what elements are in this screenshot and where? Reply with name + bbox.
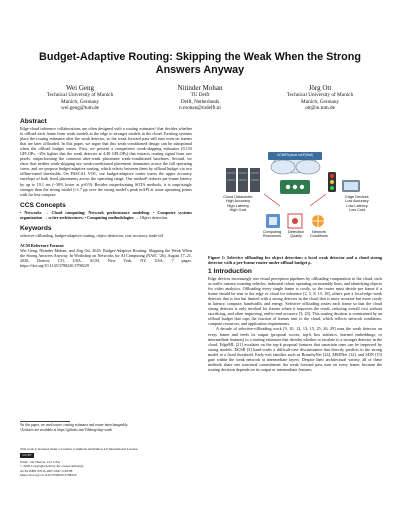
cpu-icon [266, 214, 280, 228]
author-block [20, 84, 140, 112]
author-location: Delft, Netherlands [180, 98, 220, 105]
figure-caption [208, 255, 382, 265]
keywords-text: selective offloading, budget-adaptive routing, object detection, cost-accuracy trade-off [20, 232, 164, 238]
figure-left-labels [208, 195, 268, 213]
figure-caption-label: Figure 1: [208, 255, 226, 260]
ccs-item: Computer systems organization → n-tier architectures [20, 209, 192, 220]
figure-bottom-label: Computing Resources [262, 230, 282, 239]
license-line: © 2026 Copyright held by the owner/author(s). [20, 464, 85, 469]
ccs-bullet: • [20, 209, 25, 215]
license-line: https://doi.org/10.1145/3798220.3798229 [20, 472, 77, 477]
author-location: Munich, Germany [60, 98, 100, 105]
intro-heading: 1 Introduction [208, 268, 252, 275]
figure-label: High Latency [226, 203, 250, 208]
ccs-item-rest: ; [148, 209, 153, 215]
figure-label: Low Latency [346, 203, 368, 208]
paper-title: Budget-Adaptive Routing: Skipping the Weak When the Strong Answers Anyway [39, 51, 361, 76]
ccs-item-rest: ; [82, 214, 85, 220]
keywords-heading: Keywords [20, 224, 52, 232]
author-affiliation: Technical University of Munich [46, 92, 114, 98]
author-email: n.mohan@tudelft.nl [179, 105, 221, 112]
detection-box-icon [288, 214, 302, 228]
figure-label: Cloud Datacenter [223, 195, 253, 199]
ccs-bullet: • [152, 209, 158, 215]
server-rack-icon [226, 168, 260, 192]
reference-format [20, 243, 192, 268]
ccs-bullet: • [84, 214, 88, 220]
arrow-right [310, 194, 326, 206]
author-block [140, 84, 260, 112]
ccs-item-rest: → Object detection. [133, 214, 168, 220]
author-email: wei.geng@tum.de [61, 105, 99, 112]
author-email: ott@in.tum.de [305, 105, 335, 112]
footnote-rule [20, 421, 70, 422]
author-name: Jörg Ott [308, 84, 332, 92]
author-name: Nitinder Mohan [177, 84, 223, 92]
ccs-list [20, 210, 192, 220]
left-column [20, 118, 192, 268]
abstract-text: Edge-cloud inference collaborations are often designed with a routing estimator¹ that decides whether to offload each frame from weak models at the edge to stronger models in the cloud. Existing systems place the routing estimator after the weak detector, so the weak forward pass still runs even on frames that are later offloaded. In this paper, we argue that this weak-conditioned design can be suboptimal when the offload budget varies. First, we present a competitive weak-skipping estimator (0.153 GFLOPs, ~29x lighter that the weak detector at 4.49 GFLOPs) that extracts routing signal from raw pixels, outperforming the common after-weak placement weak-conditioned baselines. Second, we show that neither weak-skipping nor weak-conditioned placement dominates across the full operating curve, and we propose budget-adaptive routing, which selects between them by offload budget via two offline-tuned thresholds. On PASCAL VOC, our budget-adaptive router traces the upper accuracy envelope of both fixed placements across the operating range. Our method² reduces per-frame latency by up to 19.1 ms (~30% lower at ρ≈0.9). Besides outperforming SOTA methods, it is surprisingly stronger than the strong model (+1.7 pp over the strong model’s peak mAP) at some operating points with far less compute. [20, 126, 192, 197]
figure-label: Low Accuracy [345, 199, 369, 204]
license-block [20, 447, 192, 477]
intro-paragraph: Edge devices increasingly run visual perception pipelines by offloading computation to the cloud, such as traffic camera counting vehicles, industrial robots operating on assembly lines, and identifying objects for video analytics. Offloading every single frame is costly, so the router must decide per frame if a frame should be sent to the edge or cloud for inference [2, 5, 8, 15, 18], others pair a local-edge weak detector that is fast but limited with a strong detector in the cloud that is more accurate but more costly in latency, compute, bandwidth, and energy. Selective offloading routes each frame so that the cloud strong detector is only invoked for frames where it improves the result, reducing overall cost without sacrificing, and often improving, end-to-end accuracy [3, 23]. This routing decision is constrained by an offload budget that caps the fraction of frames sent to the cloud, which reflects network conditions, compute resources, and application requirements. [208, 276, 382, 327]
router-icon [280, 180, 310, 194]
author-name: Wei Geng [65, 84, 94, 92]
right-column [208, 268, 382, 372]
footnote: ²Artifacts are available at https://github.com/Vibhorg/skip-weak [20, 427, 112, 432]
ccs-item: Networks → Cloud computing; Network performance modeling [24, 209, 149, 215]
ccs-item: Computing methodologies [87, 214, 134, 220]
license-line: ACM ISBN 979-8-4007-2647-5/26/08 [20, 468, 73, 473]
footnote: ¹In this paper, we used router, routing estimator and router interchangeably. [20, 423, 129, 427]
footnotes [20, 423, 192, 432]
network-icon [312, 215, 324, 227]
traffic-light-icon [328, 172, 336, 192]
edge-device-icon [342, 180, 360, 192]
reference-text: Wei Geng, Nitinder Mohan, and Jörg Ott. 2026. Budget-Adaptive Routing: Skipping the Weak When the Strong Answers Anyway. In Workshop on Networks for AI Computing (NAIC ’26), August 17–21, 2026, Denver, CO, USA. ACM, New York, NY, USA, 7 pages. https://doi.org/10.1145/3798220.3798229 [20, 247, 192, 268]
figure-top-label: ACM/Physical mAP(Stat) [277, 153, 313, 157]
figure-caption-text: Selective offloading for object detection: a local weak detector and a cloud strong detector with a per-frame router under offload budget ρ. [208, 255, 383, 266]
figure-right-labels [332, 195, 382, 213]
license-text: This work is licensed under a Creative Commons Attribution 4.0 International License. [20, 447, 139, 451]
figure-label: Low Cost [349, 208, 365, 213]
figure-bottom-label: Network Conditions [310, 230, 328, 239]
figure-label: High Cost [229, 208, 247, 213]
author-location: Munich, Germany [300, 98, 340, 105]
author-block [260, 84, 380, 112]
author-affiliation: Technical University of Munich [286, 92, 354, 98]
figure-bottom-label: Detection Quality [287, 230, 305, 239]
author-affiliation: TU Delft [190, 92, 210, 98]
figure-label: Edge Devices [345, 195, 369, 199]
ccs-heading: CCS Concepts [20, 201, 66, 209]
license-line: NAIC ’26, Denver, CO, USA [20, 460, 61, 465]
intro-paragraph: A decade of selective-offloading work [9, 10, 12, 13, 15, 25, 26, 29] runs the weak detector on every frame and feeds its output (proposal scores, top-k box statistics, learned embeddings, or intermediate features) to a routing estimator that decides whether to escalate to a stronger detector in the cloud. EdgeML [21] escalates on the top-k proposal features that uncertain ones can be improved by strong models. DCSB [3] hand-crafts a difficult-case discriminator that directly predicts to the strong model at a fixed threshold. Early-exit families such as BranchyNet [24], MSDNet [12], and SDN [15] gate within the weak network at intermediate layers. Despite their architectural variety, all of these methods share one structural commitment: the weak forward pass runs on every frame, because the routing decision depends on its output or intermediate features. [208, 326, 382, 372]
reference-heading: ACM Reference Format: [20, 242, 65, 248]
cc-license-badge: CC BY [20, 453, 34, 458]
figure-label: High Accuracy [225, 199, 251, 204]
figure-1 [208, 150, 382, 252]
abstract-heading: Abstract [20, 118, 47, 125]
